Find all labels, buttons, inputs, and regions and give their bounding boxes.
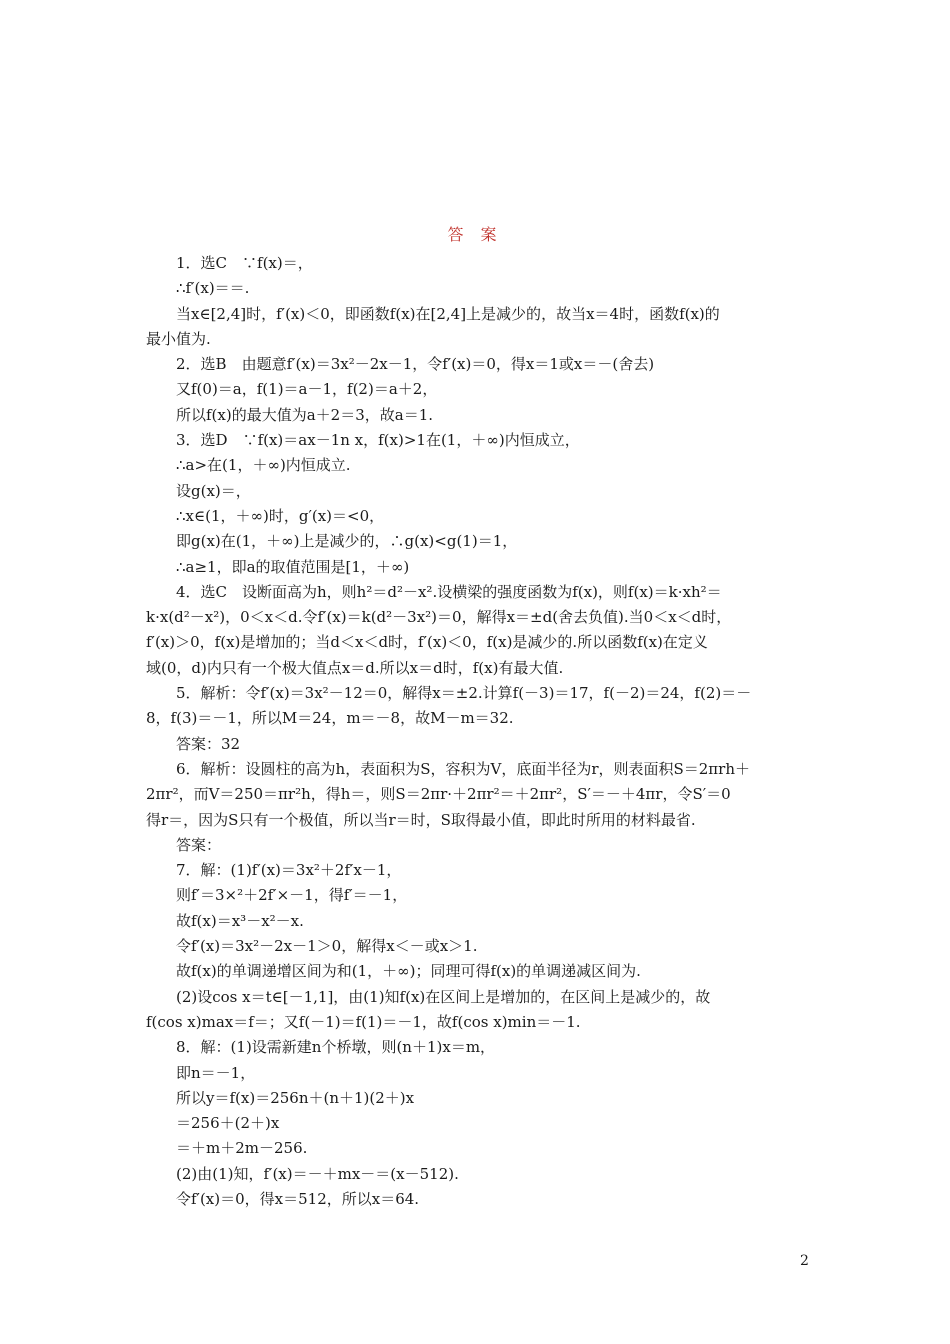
text-line: ∴x∈(1，＋∞)时，g′(x)＝<0， [176, 506, 385, 525]
text-line: 最小值为. [146, 329, 211, 348]
text-line: 当x∈[2,4]时，f′(x)＜0，即函数f(x)在[2,4]上是减少的，故当x＝4时，函数f(x)的 [176, 304, 720, 323]
text-line: 7．解：(1)f′(x)＝3x²＋2f′x－1， [176, 861, 402, 880]
text-line: 2πr²，而V＝250＝πr²h，得h＝，则S＝2πr·＋2πr²＝＋2πr²，S′＝－＋4πr，令S′＝0 [146, 785, 731, 804]
text-line: ＝256＋(2＋)x [176, 1114, 280, 1133]
text-line: 设g(x)＝， [176, 481, 251, 500]
text-line: k·x(d²－x²)，0＜x＜d.令f′(x)＝k(d²－3x²)＝0，解得x＝±d(舍去负值).当0＜x＜d时， [146, 608, 732, 627]
text-line: 令f′(x)＝3x²－2x－1＞0，解得x＜－或x＞1. [176, 937, 478, 956]
text-line: 则f′＝3×²＋2f′×－1，得f′＝－1， [176, 886, 408, 905]
text-line: 答案：32 [176, 734, 241, 753]
text-line: 故f(x)＝x³－x²－x. [176, 911, 304, 930]
page-number: 2 [800, 1253, 809, 1269]
text-line: 故f(x)的单调递增区间为和(1，＋∞)；同理可得f(x)的单调递减区间为. [176, 962, 641, 981]
answer-title: 答 案 [447, 225, 503, 244]
text-line: 令f′(x)＝0，得x＝512，所以x＝64. [176, 1189, 420, 1208]
answer-body [146, 251, 810, 1212]
text-line: 得r＝，因为S只有一个极值，所以当r＝时，S取得最小值，即此时所用的材料最省. [146, 810, 696, 829]
text-line: 即n＝－1， [176, 1063, 256, 1082]
text-line: (2)设cos x＝t∈[－1,1]，由(1)知f(x)在区间上是增加的，在区间上是减少的，故 [176, 987, 711, 1006]
text-line: 又f(0)＝a，f(1)＝a－1，f(2)＝a＋2， [176, 380, 438, 399]
text-line: ＝＋m＋2m－256. [176, 1139, 308, 1158]
text-line: 3．选D ∵f(x)＝ax－1n x，f(x)>1在(1，＋∞)内恒成立， [176, 431, 580, 450]
text-line: 6．解析：设圆柱的高为h，表面积为S，容积为V，底面半径为r，则表面积S＝2πrh＋ [176, 759, 750, 778]
text-line: 5．解析：令f′(x)＝3x²－12＝0，解得x＝±2.计算f(－3)＝17，f(－2)＝24，f(2)＝－ [176, 684, 752, 703]
text-line: 答案： [176, 835, 222, 854]
text-line: 4．选C 设断面高为h，则h²＝d²－x².设横梁的强度函数为f(x)，则f(x)＝k·xh²＝ [176, 582, 722, 601]
text-line: 2．选B 由题意f′(x)＝3x²－2x－1，令f′(x)＝0，得x＝1或x＝－(舍去) [176, 355, 655, 374]
text-line: 8，f(3)＝－1，所以M＝24，m＝－8，故M－m＝32. [146, 709, 514, 728]
text-line: 域(0，d)内只有一个极大值点x＝d.所以x＝d时，f(x)有最大值. [146, 658, 564, 677]
text-line: 即g(x)在(1，＋∞)上是减少的，∴g(x)<g(1)＝1， [176, 532, 518, 551]
text-line: ∴a>在(1，＋∞)内恒成立. [176, 456, 351, 475]
text-line: 8．解：(1)设需新建n个桥墩，则(n＋1)x＝m， [176, 1038, 496, 1057]
text-line: 1．选C ∵f(x)＝， [176, 254, 313, 272]
text-line: 所以f(x)的最大值为a＋2＝3，故a＝1. [176, 405, 434, 424]
text-line: f′(x)＞0，f(x)是增加的；当d＜x＜d时，f′(x)＜0，f(x)是减少的.所以函数f(x)在定义 [146, 633, 708, 652]
text-line: ∴a≥1，即a的取值范围是[1，＋∞) [176, 557, 410, 576]
text-line: ∴f′(x)＝＝. [176, 279, 250, 298]
text-line: 所以y＝f(x)＝256n＋(n＋1)(2＋)x [176, 1088, 415, 1107]
text-line: (2)由(1)知，f′(x)＝－＋mx－＝(x－512). [176, 1164, 459, 1183]
text-line: f(cos x)max＝f＝；又f(－1)＝f(1)＝－1，故f(cos x)min＝－1. [146, 1012, 581, 1031]
